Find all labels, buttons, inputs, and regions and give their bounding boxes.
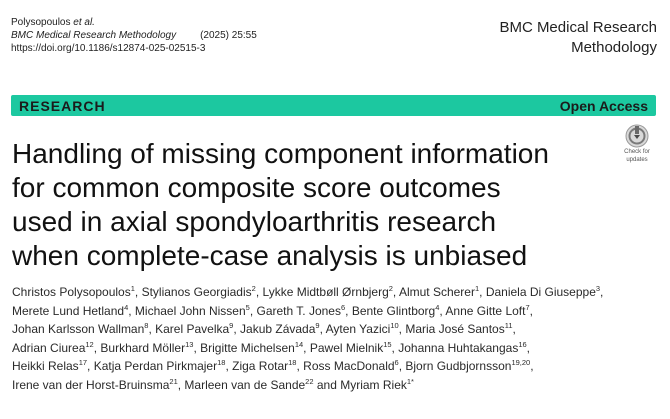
check-for-updates-line2: updates (626, 157, 648, 163)
author-name[interactable]: Burkhard Möller (100, 340, 186, 355)
author-affiliation-sup[interactable]: 2 (388, 284, 393, 293)
journal-brand-line2: Methodology (571, 39, 657, 56)
author-name[interactable]: Karel Pavelka (155, 322, 230, 336)
author-affiliation-sup[interactable]: 21 (169, 376, 178, 386)
author-separator: , (128, 303, 135, 318)
author-separator: , (512, 322, 516, 336)
author-separator: , (398, 359, 406, 373)
author-separator: , (255, 285, 263, 299)
title-line: used in axial spondyloarthritis research (12, 206, 497, 237)
citation-journal: BMC Medical Research Methodology (11, 30, 177, 41)
author-separator: , (526, 340, 530, 355)
citation-year-volume: (2025) 25:55 (200, 30, 257, 41)
author-line (12, 357, 657, 376)
author-separator: , (249, 303, 257, 318)
citation-author: Polysopoulos (11, 17, 71, 28)
author-affiliation-sup[interactable]: 6 (340, 302, 346, 312)
author-name[interactable]: Marleen van de Sande (184, 377, 306, 392)
citation-journal-line (11, 29, 257, 42)
author-name[interactable]: Stylianos Georgiadis (141, 285, 252, 299)
check-for-updates-line1: Check for (624, 149, 650, 155)
author-list (12, 283, 657, 394)
author-separator: , (398, 322, 406, 336)
author-separator: , (193, 340, 201, 355)
title-line: for common composite score outcomes (12, 172, 501, 203)
author-separator: and (313, 377, 341, 392)
check-for-updates-button[interactable] (618, 124, 656, 164)
author-separator: , (134, 285, 142, 299)
author-affiliation-sup[interactable]: 9 (229, 321, 234, 330)
author-name[interactable]: Bente Glintborg (351, 303, 436, 318)
title-line: when complete-case analysis is unbiased (12, 240, 528, 271)
author-affiliation-sup[interactable]: 1* (406, 376, 414, 386)
author-name[interactable]: Gareth T. Jones (256, 303, 341, 318)
author-name[interactable]: Katja Perdan Pirkmajer (93, 359, 218, 373)
author-affiliation-sup[interactable]: 4 (124, 302, 129, 312)
journal-brand (499, 18, 657, 58)
citation-et-al: et al. (73, 17, 95, 28)
author-name[interactable]: Ayten Yazici (325, 322, 391, 336)
author-affiliation-sup[interactable]: 19,20 (511, 358, 531, 367)
author-name[interactable]: Pawel Mielnik (309, 340, 384, 355)
author-separator: , (529, 303, 533, 318)
author-name[interactable]: Irene van der Horst-Bruinsma (12, 377, 170, 392)
author-separator: , (530, 359, 534, 373)
author-affiliation-sup[interactable]: 1 (130, 284, 135, 293)
citation-doi-link[interactable]: https://doi.org/10.1186/s12874-025-02515-3 (11, 43, 206, 54)
author-name[interactable]: Johan Karlsson Wallman (12, 322, 145, 336)
open-access-label: Open Access (559, 97, 648, 114)
author-affiliation-sup[interactable]: 12 (85, 339, 94, 349)
author-affiliation-sup[interactable]: 5 (245, 302, 250, 312)
author-separator: , (93, 340, 101, 355)
author-affiliation-sup[interactable]: 2 (251, 284, 256, 293)
author-affiliation-sup[interactable]: 10 (390, 321, 399, 330)
author-separator: , (600, 285, 604, 299)
author-name[interactable]: Lykke Midtbøll Ørnbjerg (262, 285, 389, 299)
citation-block (11, 16, 257, 55)
author-affiliation-sup[interactable]: 9 (315, 321, 320, 330)
author-name[interactable]: Myriam Riek (340, 377, 407, 392)
author-line (12, 376, 657, 395)
author-affiliation-sup[interactable]: 8 (144, 321, 149, 330)
author-affiliation-sup[interactable]: 11 (504, 321, 513, 330)
author-affiliation-sup[interactable]: 15 (383, 339, 392, 349)
author-separator: , (225, 359, 233, 373)
author-separator: , (296, 359, 304, 373)
author-line (12, 283, 657, 302)
article-type-banner (11, 95, 656, 116)
author-affiliation-sup[interactable]: 18 (288, 358, 297, 367)
author-affiliation-sup[interactable]: 16 (518, 339, 527, 349)
author-name[interactable]: Maria José Santos (405, 322, 505, 336)
author-separator: , (319, 322, 326, 336)
journal-brand-line1: BMC Medical Research (499, 19, 657, 36)
author-separator: , (345, 303, 352, 318)
author-separator: , (392, 285, 399, 299)
author-line (12, 320, 657, 339)
author-affiliation-sup[interactable]: 7 (525, 302, 530, 312)
author-affiliation-sup[interactable]: 14 (294, 339, 304, 349)
author-name[interactable]: Adrian Ciurea (12, 340, 86, 355)
author-separator: , (391, 340, 399, 355)
author-name[interactable]: Michael John Nissen (134, 303, 246, 318)
author-name[interactable]: Almut Scherer (398, 285, 475, 299)
author-separator: , (439, 303, 446, 318)
author-affiliation-sup[interactable]: 3 (595, 284, 601, 293)
author-affiliation-sup[interactable]: 6 (394, 358, 399, 367)
author-name[interactable]: Christos Polysopoulos (12, 285, 131, 299)
author-affiliation-sup[interactable]: 17 (78, 358, 88, 367)
author-name[interactable]: Bjorn Gudbjornsson (405, 359, 512, 373)
author-name[interactable]: Heikki Relas (12, 359, 79, 373)
author-name[interactable]: Anne Gitte Loft (445, 303, 526, 318)
author-separator: , (479, 285, 486, 299)
author-affiliation-sup[interactable]: 1 (474, 284, 480, 293)
author-separator: , (87, 359, 94, 373)
author-separator: , (233, 322, 241, 336)
citation-author-line (11, 16, 257, 29)
article-title (12, 137, 612, 273)
author-name[interactable]: Johanna Huhtakangas (398, 340, 519, 355)
author-affiliation-sup[interactable]: 4 (435, 302, 440, 312)
author-separator: , (303, 340, 310, 355)
article-type-label: RESEARCH (19, 97, 106, 114)
author-affiliation-sup[interactable]: 22 (305, 376, 314, 386)
author-affiliation-sup[interactable]: 13 (185, 339, 194, 349)
author-name[interactable]: Brigitte Michelsen (200, 340, 295, 355)
author-separator: , (148, 322, 156, 336)
title-line: Handling of missing component information (12, 138, 549, 169)
author-line (12, 302, 657, 321)
author-name[interactable]: Ross MacDonald (303, 359, 395, 373)
author-name[interactable]: Jakub Závada (240, 322, 316, 336)
author-name[interactable]: Merete Lund Hetland (12, 303, 125, 318)
author-separator: , (177, 377, 185, 392)
author-name[interactable]: Ziga Rotar (232, 359, 289, 373)
author-affiliation-sup[interactable]: 18 (217, 358, 226, 367)
author-line (12, 339, 657, 358)
check-for-updates-icon (625, 124, 649, 148)
citation-doi-line[interactable] (11, 42, 257, 55)
author-name[interactable]: Daniela Di Giuseppe (485, 285, 596, 299)
